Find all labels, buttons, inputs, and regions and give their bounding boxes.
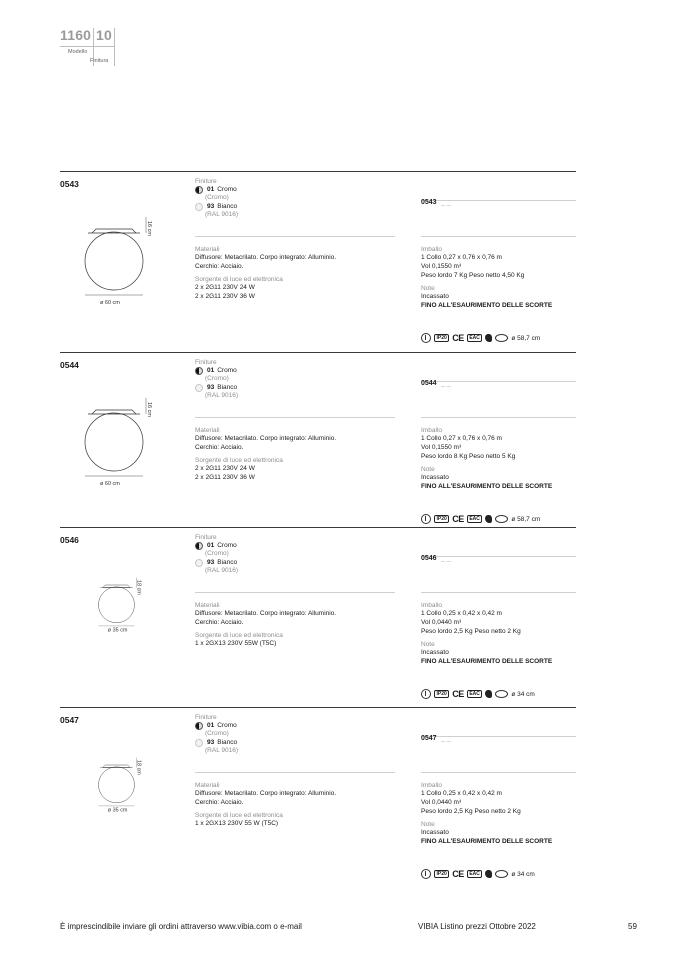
packaging-block: Imballo 1 Collo 0,25 x 0,42 x 0,42 m Vol 0,0440 m³ Peso lordo 2,5 Kg Peso netto 2 Kg Note Incassato FINO ALL'ESAURIMENTO DELLE SCORTE xyxy=(421,602,581,666)
section-divider xyxy=(60,171,576,172)
materials-block: Materiali Diffusore: Metacrilato. Corpo integrato: Alluminio. Cerchio: Acciaio. Sorgente di luce ed elettronica 1 x 2GX13 230V 55W (T5C) xyxy=(195,602,337,647)
packaging-block: Imballo 1 Collo 0,25 x 0,42 x 0,42 m Vol 0,0440 m³ Peso lordo 2,5 Kg Peso netto 2 Kg Note Incassato FINO ALL'ESAURIMENTO DELLE SCORTE xyxy=(421,782,581,846)
divider xyxy=(195,236,395,237)
article-field: 0547 _ _ xyxy=(421,727,576,737)
height-dimension: 18 cm xyxy=(135,760,142,775)
ce-mark-icon: CE xyxy=(452,689,464,699)
cutout-icon xyxy=(495,515,508,523)
header-divider xyxy=(114,28,115,66)
page-number: 59 xyxy=(628,922,637,931)
diameter-dimension: ø 60 cm xyxy=(100,481,120,487)
divider xyxy=(195,417,395,418)
certification-icons xyxy=(421,333,540,343)
page-header xyxy=(60,27,120,67)
eac-mark-icon: EAC xyxy=(467,334,483,343)
handling-icon xyxy=(485,870,492,878)
divider xyxy=(195,772,395,773)
lamp-top-view xyxy=(99,587,135,623)
divider xyxy=(421,772,576,773)
ce-mark-icon: CE xyxy=(452,869,464,879)
chrome-swatch-icon xyxy=(195,367,203,375)
certification-icons xyxy=(421,689,535,699)
finish-option: 01 Cromo xyxy=(195,721,238,730)
packaging-block: Imballo 1 Collo 0,27 x 0,76 x 0,76 m Vol 0,1550 m³ Peso lordo 7 Kg Peso netto 4,50 Kg Note Incassato FINO ALL'ESAURIMENTO DELLE SCORTE xyxy=(421,246,581,310)
product-code: 0543 xyxy=(60,179,79,189)
finishes-block: Finiture 01 Cromo (Cromo) 93 Bianco (RAL 9016) xyxy=(195,534,238,574)
stock-note: FINO ALL'ESAURIMENTO DELLE SCORTE xyxy=(421,302,553,309)
finish-option: 93 Bianco xyxy=(195,558,238,567)
article-field: 0544 _ _ xyxy=(421,372,576,382)
cutout-diameter: ø 34 cm xyxy=(511,690,535,698)
materials-block: Materiali Diffusore: Metacrilato. Corpo integrato: Alluminio. Cerchio: Acciaio. Sorgente di luce ed elettronica 1 x 2GX13 230V 55 W (T5C) xyxy=(195,782,337,827)
finish-label: Finitura xyxy=(90,58,109,64)
finish-number: 10 xyxy=(96,27,112,43)
power-supply-icon xyxy=(421,689,431,699)
finishes-block: Finiture 01 Cromo (Cromo) 93 Bianco (RAL 9016) xyxy=(195,359,238,399)
white-swatch-icon xyxy=(195,739,203,747)
finish-option: 01 Cromo xyxy=(195,541,238,550)
height-dimension: 16 cm xyxy=(146,221,152,236)
stock-note: FINO ALL'ESAURIMENTO DELLE SCORTE xyxy=(421,483,553,490)
diameter-dimension: ø 35 cm xyxy=(107,807,128,814)
materials-block: Materiali Diffusore: Metacrilato. Corpo integrato: Alluminio. Cerchio: Acciaio. Sorgente di luce ed elettronica 2 x 2G11 230V 24 W 2 x 2G11 230V 36 W xyxy=(195,427,337,481)
lamp-top-view xyxy=(85,232,143,290)
ip-rating-badge: IP20 xyxy=(434,690,449,699)
stock-note: FINO ALL'ESAURIMENTO DELLE SCORTE xyxy=(421,658,553,665)
handling-icon xyxy=(485,334,492,342)
white-swatch-icon xyxy=(195,384,203,392)
divider xyxy=(421,592,576,593)
certification-icons xyxy=(421,514,540,524)
white-swatch-icon xyxy=(195,559,203,567)
finish-option: 01 Cromo xyxy=(195,185,238,194)
divider xyxy=(421,236,576,237)
finish-option: 93 Bianco xyxy=(195,383,238,392)
product-drawing xyxy=(60,211,190,331)
eac-mark-icon: EAC xyxy=(467,515,483,524)
finishes-label: Finiture xyxy=(195,534,217,541)
divider xyxy=(195,592,395,593)
finish-option: 93 Bianco xyxy=(195,738,238,747)
model-label: Modello xyxy=(68,49,88,55)
product-section xyxy=(60,352,576,528)
finishes-label: Finiture xyxy=(195,359,217,366)
lamp-side-view xyxy=(88,229,140,233)
footer-catalog: VIBIA Listino prezzi Ottobre 2022 xyxy=(418,922,536,931)
product-drawing xyxy=(60,747,190,867)
lamp-top-view xyxy=(85,413,143,471)
finish-option: 01 Cromo xyxy=(195,366,238,375)
product-section xyxy=(60,707,576,883)
section-divider xyxy=(60,352,576,353)
handling-icon xyxy=(485,690,492,698)
power-supply-icon xyxy=(421,514,431,524)
finishes-block: Finiture 01 Cromo (Cromo) 93 Bianco (RAL 9016) xyxy=(195,178,238,218)
product-section xyxy=(60,171,576,347)
chrome-swatch-icon xyxy=(195,722,203,730)
ip-rating-badge: IP20 xyxy=(434,334,449,343)
divider xyxy=(421,417,576,418)
cutout-diameter: ø 58,7 cm xyxy=(511,515,541,523)
ce-mark-icon: CE xyxy=(452,333,464,343)
eac-mark-icon: EAC xyxy=(467,690,483,699)
diameter-dimension: ø 60 cm xyxy=(100,300,120,306)
finishes-label: Finiture xyxy=(195,178,217,185)
power-supply-icon xyxy=(421,333,431,343)
product-code: 0546 xyxy=(60,535,79,545)
header-divider xyxy=(60,46,115,47)
cutout-icon xyxy=(495,334,508,342)
ce-mark-icon: CE xyxy=(452,514,464,524)
article-field: 0543 _ _ xyxy=(421,191,576,201)
handling-icon xyxy=(485,515,492,523)
lamp-side-view xyxy=(100,765,132,767)
white-swatch-icon xyxy=(195,203,203,211)
cutout-icon xyxy=(495,690,508,698)
power-supply-icon xyxy=(421,869,431,879)
packaging-block: Imballo 1 Collo 0,27 x 0,76 x 0,76 m Vol 0,1550 m³ Peso lordo 8 Kg Peso netto 5 Kg Note Incassato FINO ALL'ESAURIMENTO DELLE SCORTE xyxy=(421,427,581,491)
finishes-block: Finiture 01 Cromo (Cromo) 93 Bianco (RAL 9016) xyxy=(195,714,238,754)
diameter-dimension: ø 35 cm xyxy=(107,627,128,634)
stock-note: FINO ALL'ESAURIMENTO DELLE SCORTE xyxy=(421,838,553,845)
materials-block: Materiali Diffusore: Metacrilato. Corpo integrato: Alluminio. Cerchio: Acciaio. Sorgente di luce ed elettronica 2 x 2G11 230V 24 W 2 x 2G11 230V 36 W xyxy=(195,246,337,300)
section-divider xyxy=(60,707,576,708)
lamp-side-view xyxy=(100,585,132,587)
cutout-icon xyxy=(495,870,508,878)
footer-note: È imprescindibile inviare gli ordini attraverso www.vibia.com o e-mail xyxy=(60,922,302,931)
product-drawing xyxy=(60,567,190,687)
eac-mark-icon: EAC xyxy=(467,870,483,879)
product-code: 0544 xyxy=(60,360,79,370)
chrome-swatch-icon xyxy=(195,542,203,550)
cutout-diameter: ø 34 cm xyxy=(511,870,535,878)
height-dimension: 16 cm xyxy=(146,402,152,417)
finish-option: 93 Bianco xyxy=(195,202,238,211)
lamp-side-view xyxy=(88,410,140,414)
product-drawing xyxy=(60,392,190,512)
chrome-swatch-icon xyxy=(195,186,203,194)
ip-rating-badge: IP20 xyxy=(434,515,449,524)
article-field: 0546 _ _ xyxy=(421,547,576,557)
model-number: 1160 xyxy=(60,27,92,43)
lamp-top-view xyxy=(99,767,135,803)
section-divider xyxy=(60,527,576,528)
cutout-diameter: ø 58,7 cm xyxy=(511,334,541,342)
ip-rating-badge: IP20 xyxy=(434,870,449,879)
finishes-label: Finiture xyxy=(195,714,217,721)
height-dimension: 18 cm xyxy=(135,580,142,595)
product-code: 0547 xyxy=(60,715,79,725)
product-section xyxy=(60,527,576,703)
certification-icons xyxy=(421,869,535,879)
